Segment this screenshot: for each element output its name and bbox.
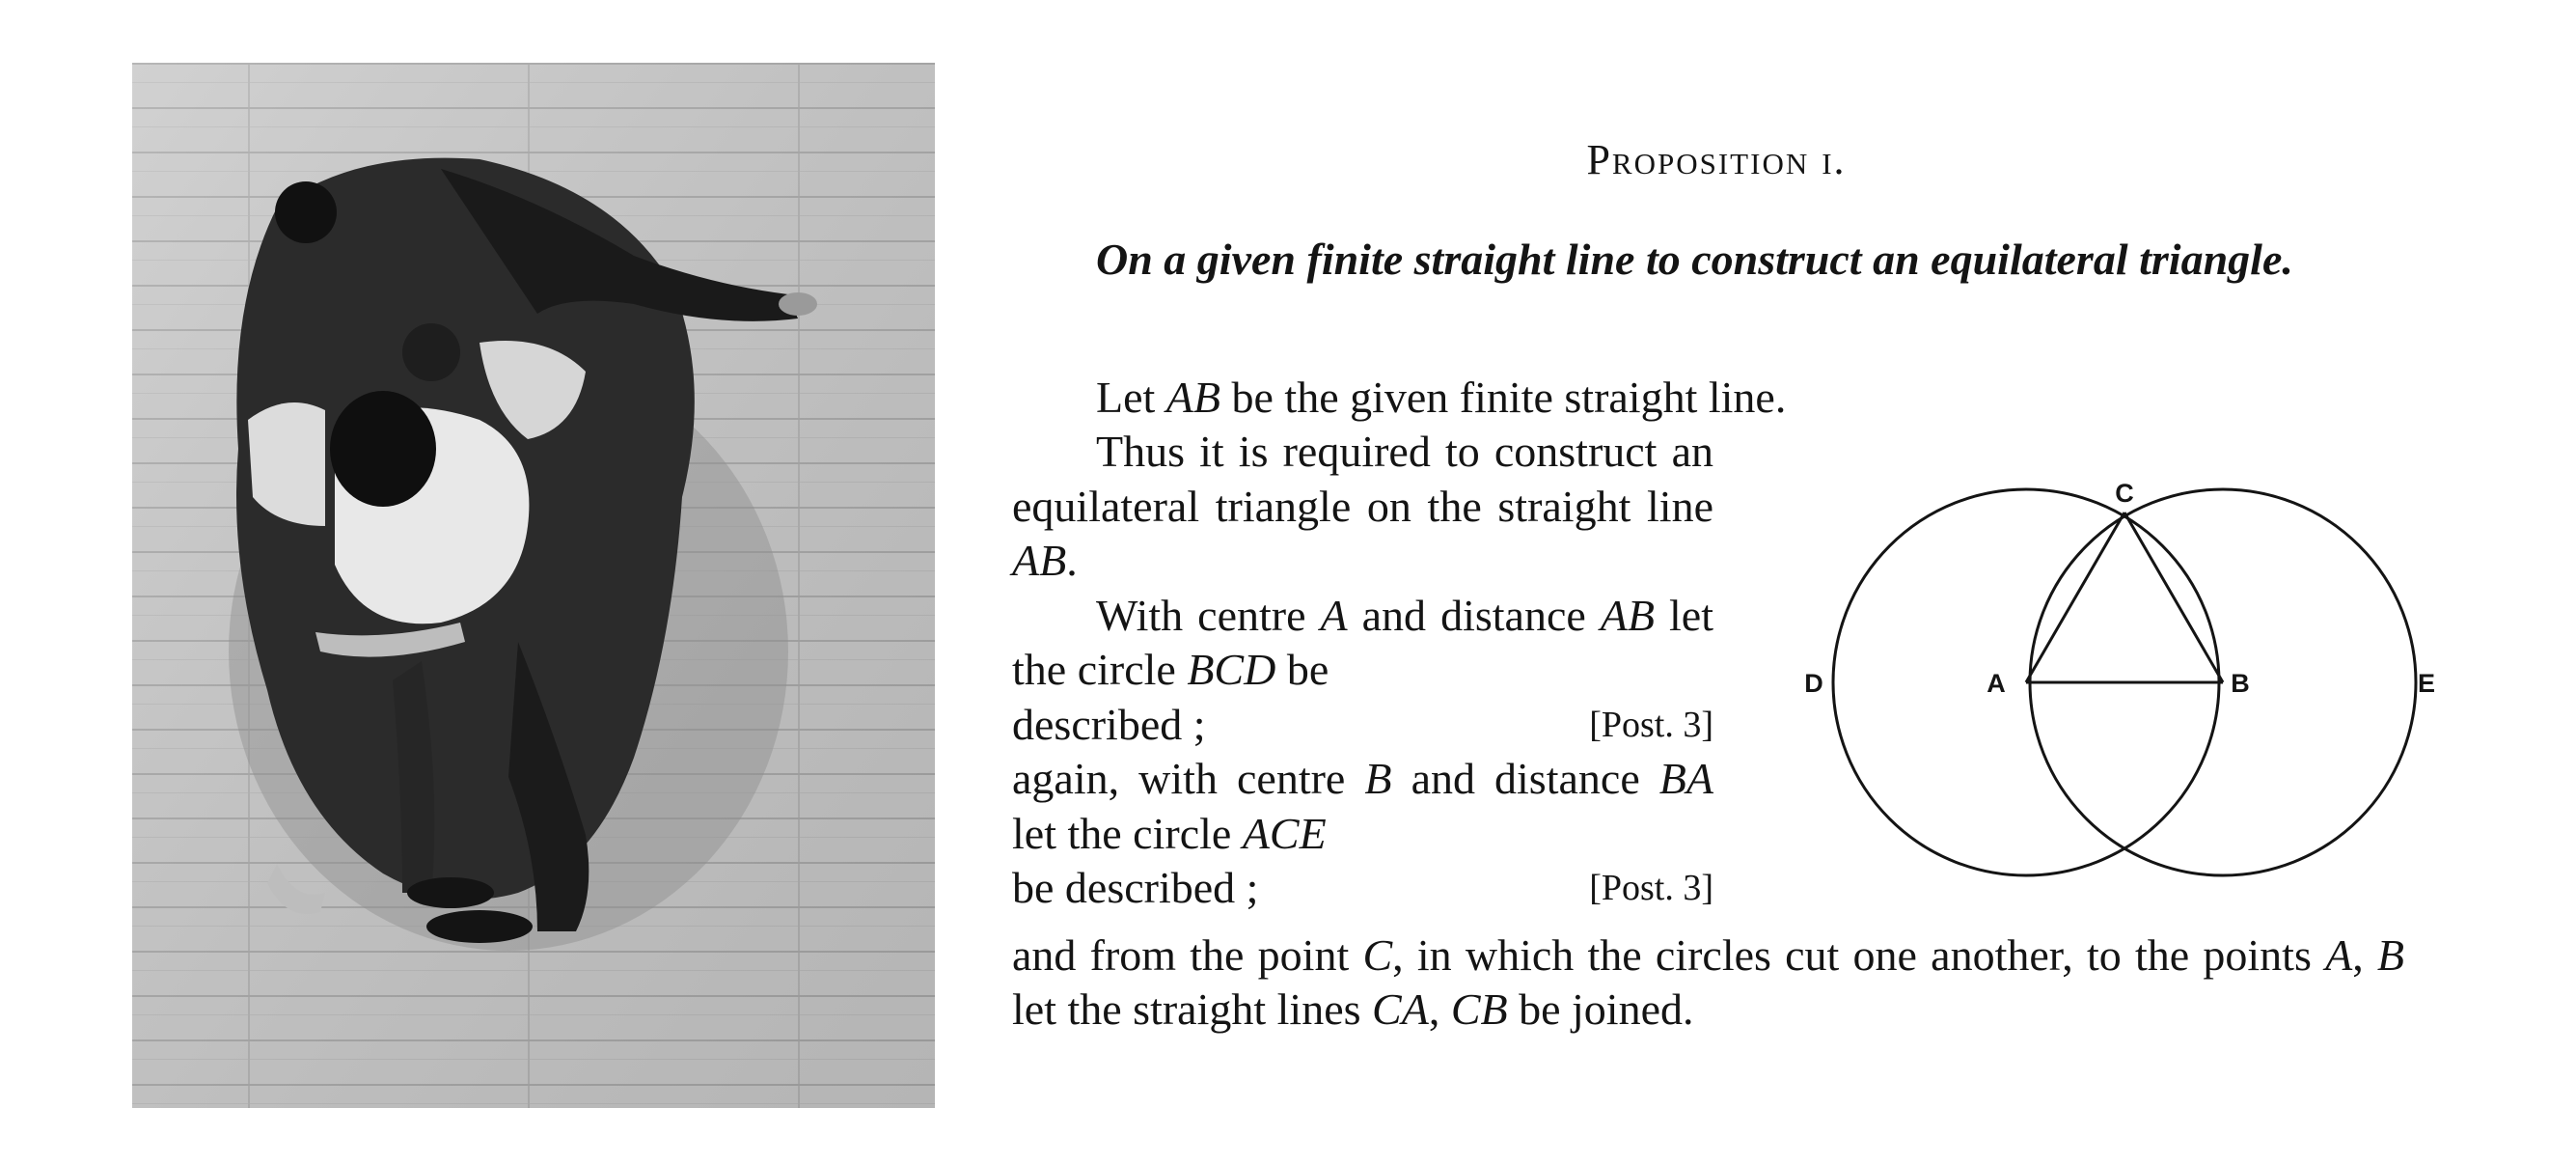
label-e: E	[2417, 669, 2435, 698]
construction-text	[1012, 425, 1713, 916]
circle-ace-reference-line: be described ; [Post. 3]	[1012, 861, 1713, 916]
closing-paragraph: and from the point C, in which the circles cut one another, to the points A, B let the straight lines CA, CB be joined.	[1012, 930, 2405, 1034]
postulate-reference: [Post. 3]	[1589, 704, 1713, 745]
proposition-page	[1012, 0, 2435, 1164]
photo-image	[132, 63, 935, 1108]
segment-ca	[2026, 513, 2124, 682]
figure-diagram	[1735, 461, 2435, 944]
label-b: B	[2231, 669, 2250, 698]
segment-cb	[2124, 513, 2223, 682]
label-c: C	[2115, 479, 2134, 508]
setup-sentence: Let AB be the given finite straight line.	[1096, 373, 1787, 422]
requirement-paragraph: Thus it is required to construct an equilateral triangle on the straight line AB.	[1012, 427, 1713, 585]
proposition-enunciation: On a given finite straight line to construct an equilateral triangle.	[1096, 235, 2293, 284]
postulate-reference: [Post. 3]	[1589, 868, 1713, 908]
label-d: D	[1804, 669, 1823, 698]
circle-bcd-paragraph: With centre A and distance AB let the circle BCD be	[1012, 590, 1713, 694]
label-a: A	[1987, 669, 2006, 698]
circle-bcd-reference-line: described ; [Post. 3]	[1012, 698, 1713, 753]
group-photo	[132, 63, 935, 1108]
proposition-title: Proposition i.	[1586, 136, 1847, 183]
circle-ace-paragraph: again, with centre B and distance BA let the circle ACE	[1012, 754, 1713, 858]
construction-figure	[1735, 461, 2435, 944]
